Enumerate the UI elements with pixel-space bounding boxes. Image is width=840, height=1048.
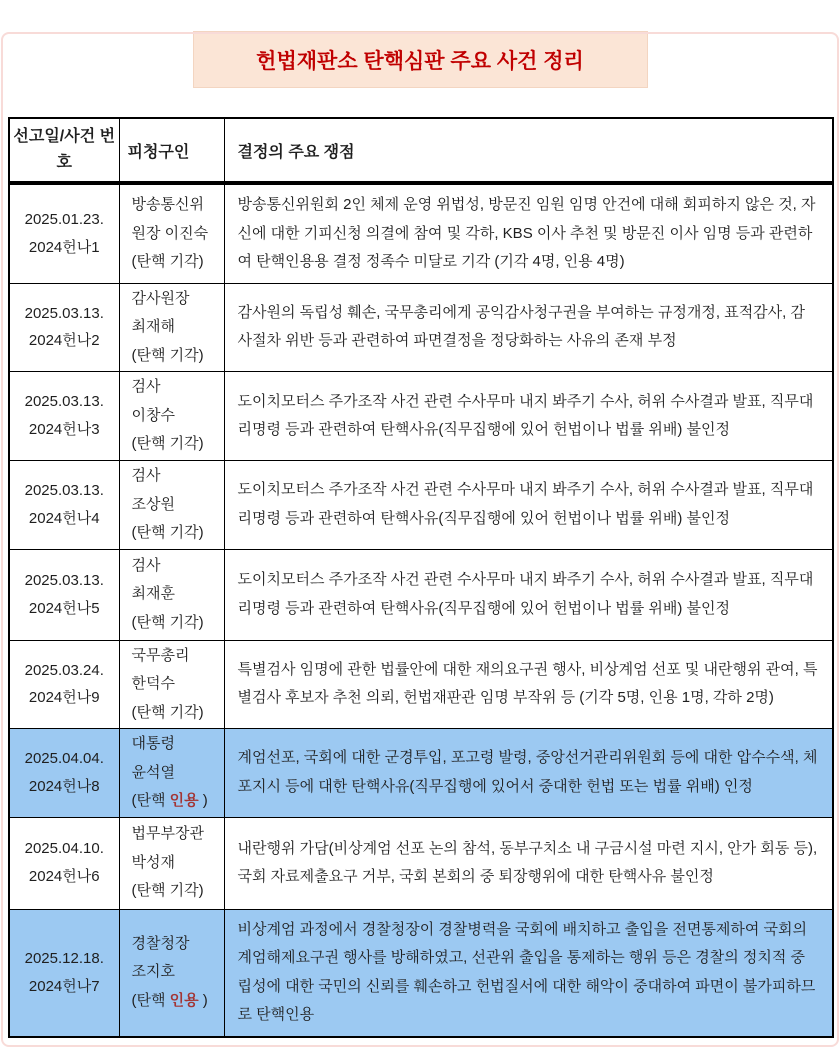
case-number: 2024헌나1 [28, 238, 100, 256]
respondent-line: 윤석열 [131, 763, 175, 781]
issues-cell: 비상계엄 과정에서 경찰청장이 경찰병력을 국회에 배치하고 출입을 전면통제하여 국회의 계엄해제요구권 행사를 방해하였고, 선관위 출입을 통제하는 행위 등은 경찰의 정치적 중립성에 대한 국민의 신뢰를 훼손하고 헌법질서에 대한 해악이 중대하여 파면이 불가피하므로 탄핵인용 [224, 909, 833, 1037]
case-date-cell [9, 372, 119, 461]
issues-cell: 도이치모터스 주가조작 사건 관련 수사무마 내지 봐주기 수사, 허위 수사결과 발표, 직무대리명령 등과 관련하여 탄핵사유(직무집행에 있어 헌법이나 법률 위배) 불인정 [224, 372, 833, 461]
outcome-value: 기각 [169, 435, 199, 453]
outcome-line: (탄핵 기각) [131, 346, 204, 364]
impeachment-cases-table [8, 117, 834, 1038]
respondent-cell [119, 183, 224, 283]
respondent-line: 원장 이진숙 [131, 224, 209, 242]
case-date-cell [9, 640, 119, 729]
case-number: 2024헌나4 [28, 509, 100, 527]
outcome-value: 기각 [169, 524, 199, 541]
table-row [9, 817, 833, 909]
case-number: 2024헌나2 [28, 332, 100, 350]
case-date-cell [9, 909, 119, 1037]
respondent-line: 이창수 [131, 406, 175, 424]
table-header-row [9, 118, 833, 183]
case-number: 2024헌나8 [28, 777, 100, 795]
issues-cell: 감사원의 독립성 훼손, 국무총리에게 공익감사청구권을 부여하는 규정개정, 표적감사, 감사절차 위반 등과 관련하여 파면결정을 정당화하는 사유의 존재 부정 [224, 283, 833, 372]
case-number: 2024헌나5 [28, 599, 100, 617]
ruling-date: 2025.04.04. [24, 750, 104, 767]
outcome-line: (탄핵 기각) [131, 524, 204, 541]
respondent-cell [119, 640, 224, 729]
respondent-cell [119, 909, 224, 1037]
respondent-line: 방송통신위 [131, 196, 204, 213]
outcome-value-accepted: 인용 [169, 991, 199, 1009]
respondent-line: 최재훈 [131, 585, 175, 603]
case-number: 2024헌나6 [28, 868, 100, 885]
header-respondent: 피청구인 [119, 118, 224, 183]
respondent-cell [119, 372, 224, 461]
issues-cell: 도이치모터스 주가조작 사건 관련 수사무마 내지 봐주기 수사, 허위 수사결과 발표, 직무대리명령 등과 관련하여 탄핵사유(직무집행에 있어 헌법이나 법률 위배) 불인정 [224, 549, 833, 640]
issues-cell: 내란행위 가담(비상계엄 선포 논의 참석, 동부구치소 내 구금시설 마련 지시, 안가 회동 등), 국회 자료제출요구 거부, 국회 본회의 중 퇴장행위에 대한 탄핵사유 불인정 [224, 817, 833, 909]
respondent-cell [119, 817, 224, 909]
respondent-line: 경찰청장 [131, 934, 190, 952]
respondent-cell [119, 729, 224, 818]
outcome-line: (탄핵 기각) [131, 882, 204, 900]
table-row [9, 183, 833, 283]
table-row-highlighted [9, 909, 833, 1037]
ruling-date: 2025.03.13. [24, 482, 104, 499]
ruling-date: 2025.03.13. [24, 571, 104, 589]
table-row-highlighted [9, 729, 833, 818]
outcome-value: 기각 [169, 346, 199, 364]
ruling-date: 2025.12.18. [24, 949, 104, 967]
respondent-cell [119, 283, 224, 372]
case-number: 2024헌나3 [28, 421, 100, 438]
ruling-date: 2025.03.13. [24, 393, 104, 411]
outcome-line: (탄핵 기각) [131, 703, 204, 721]
table-row [9, 372, 833, 461]
respondent-line: 대통령 [131, 735, 175, 752]
respondent-line: 법무부장관 [131, 825, 204, 843]
header-issues: 결정의 주요 쟁점 [224, 118, 833, 183]
issues-cell: 도이치모터스 주가조작 사건 관련 수사무마 내지 봐주기 수사, 허위 수사결과 발표, 직무대리명령 등과 관련하여 탄핵사유(직무집행에 있어 헌법이나 법률 위배) 불인정 [224, 461, 833, 550]
respondent-line: 조지호 [131, 963, 175, 981]
ruling-date: 2025.01.23. [24, 211, 104, 228]
table-row [9, 549, 833, 640]
issues-cell: 방송통신위원회 2인 체제 운영 위법성, 방문진 임원 임명 안건에 대해 회피하지 않은 것, 자신에 대한 기피신청 의결에 참여 및 각하, KBS 이사 추천 및 방문진 이사 임명 등과 관련하여 탄핵인용용 결정 정족수 미달로 기각 (기각 4명, 인용 4명) [224, 183, 833, 283]
ruling-date: 2025.03.24. [24, 661, 104, 679]
respondent-line: 한덕수 [131, 675, 175, 692]
case-date-cell [9, 461, 119, 550]
respondent-line: 감사원장 [131, 289, 190, 307]
table-row [9, 461, 833, 550]
issues-cell: 계엄선포, 국회에 대한 군경투입, 포고령 발령, 중앙선거관리위원회 등에 대한 압수수색, 체포지시 등에 대한 탄핵사유(직무집행에 있어서 중대한 헌법 또는 법률 위배) 인정 [224, 729, 833, 818]
table-row [9, 640, 833, 729]
case-date-cell [9, 817, 119, 909]
respondent-line: 검사 [131, 378, 161, 396]
respondent-line: 검사 [131, 467, 161, 484]
outcome-value: 기각 [169, 882, 199, 900]
respondent-line: 박성재 [131, 853, 175, 871]
respondent-line: 국무총리 [131, 646, 190, 664]
respondent-cell [119, 461, 224, 550]
outcome-value-accepted: 인용 [169, 792, 199, 809]
outcome-line: (탄핵 인용 ) [131, 792, 208, 809]
respondent-cell [119, 549, 224, 640]
outcome-line: (탄핵 기각) [131, 253, 204, 270]
ruling-date: 2025.04.10. [24, 840, 104, 858]
case-date-cell [9, 183, 119, 283]
ruling-date: 2025.03.13. [24, 304, 104, 322]
outcome-line: (탄핵 기각) [131, 613, 204, 631]
respondent-line: 최재해 [131, 318, 175, 335]
page-title: 헌법재판소 탄핵심판 주요 사건 정리 [256, 49, 584, 73]
case-date-cell [9, 729, 119, 818]
outcome-line: (탄핵 기각) [131, 435, 204, 453]
outcome-line: (탄핵 인용 ) [131, 991, 208, 1009]
table-row [9, 283, 833, 372]
respondent-line: 조상원 [131, 495, 175, 513]
respondent-line: 검사 [131, 556, 161, 574]
outcome-value: 기각 [169, 613, 199, 631]
case-number: 2024헌나9 [28, 689, 100, 707]
case-date-cell [9, 549, 119, 640]
issues-cell: 특별검사 임명에 관한 법률안에 대한 재의요구권 행사, 비상계엄 선포 및 내란행위 관여, 특별검사 후보자 추천 의뢰, 헌법재판관 임명 부작위 등 (기각 5명, 인용 1명, 각하 2명) [224, 640, 833, 729]
outcome-value: 기각 [169, 703, 199, 721]
case-number: 2024헌나7 [28, 977, 100, 995]
case-date-cell [9, 283, 119, 372]
title-banner [193, 31, 648, 88]
outcome-value: 기각 [169, 253, 199, 270]
header-date-case: 선고일/사건 번호 [9, 118, 119, 183]
